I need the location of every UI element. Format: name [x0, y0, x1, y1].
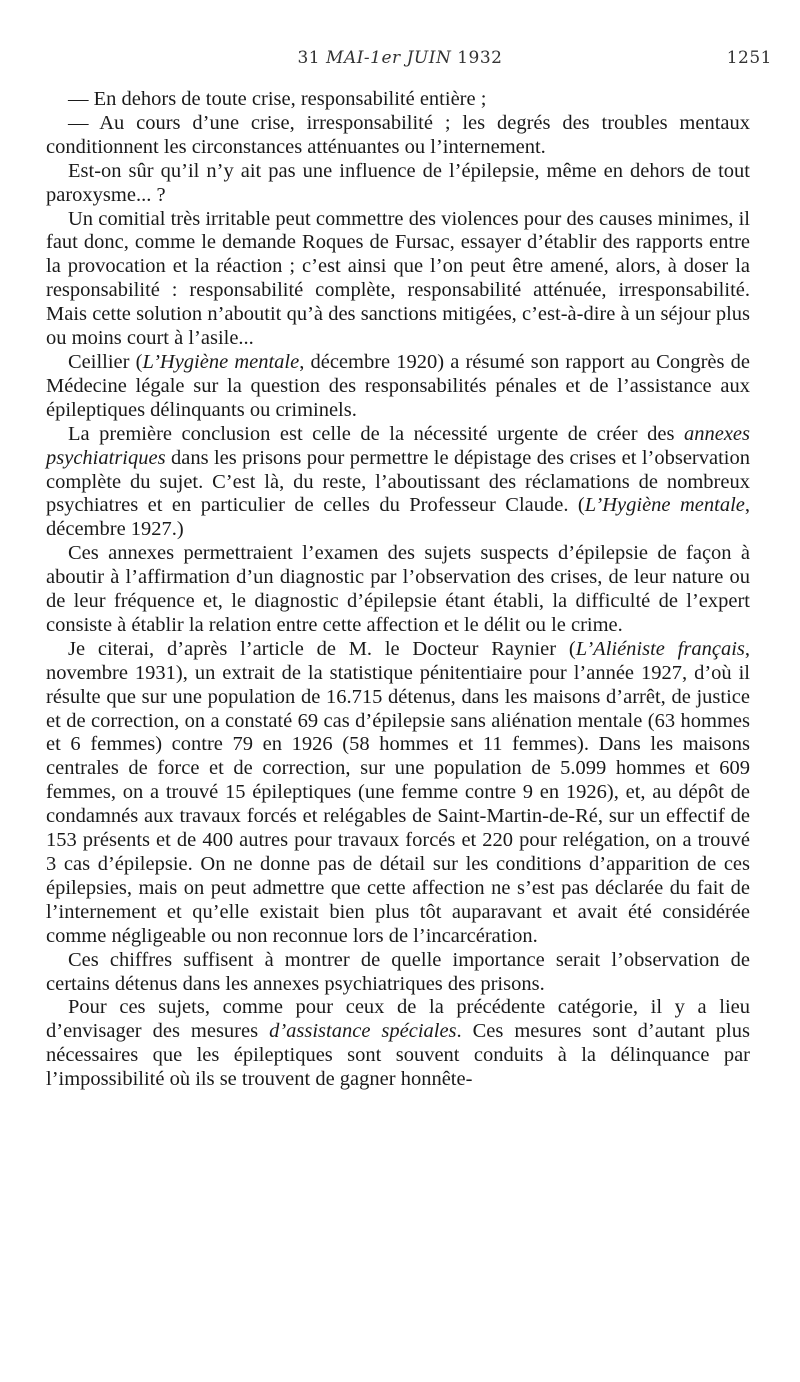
text-run: dans les prisons pour permettre le dépistage des crises et l’observation complète du sujet. C’est là, du reste, l’aboutissant des réclamations de nombreux psychiatres et en particulier de celles du Professeur Claude. ( — [46, 446, 750, 517]
paragraph — [46, 542, 750, 638]
paragraph — [46, 112, 750, 160]
text-run: Un comitial très irritable peut commettre des violences pour des causes minimes, il faut donc, comme le demande Roques de Fursac, essayer d’établir des rapports entre la provocation et la réaction ; c’est ainsi que l’on peut être amené, alors, à doser la responsabilité : responsabilité complète, responsabilité atténuée, irresponsabilité. Mais cette solution n’aboutit qu’à des sanctions mitigées, c’est-à-dire à un séjour plus ou moins court à l’asile... — [46, 207, 750, 350]
italic-citation: annexes psychiatriques — [46, 422, 750, 469]
text-run: Ces chiffres suffisent à montrer de quelle importance serait l’observation de certains détenus dans les annexes psychiatriques des prisons. — [46, 948, 750, 995]
issue-date: 31 MAI-1er JUIN 1932 — [297, 48, 503, 68]
italic-citation: d’assistance spéciales — [269, 1020, 457, 1043]
article-body — [46, 88, 750, 1092]
page-number: 1251 — [726, 48, 772, 68]
text-run: . Ces mesures sont d’autant plus nécessaires que les épileptiques sont souvent conduits à la délinquance par l’impossibilité où ils se trouvent de gagner honnête- — [46, 1020, 750, 1091]
text-run: , décembre 1927.) — [46, 494, 750, 541]
paragraph — [46, 88, 750, 112]
paragraph — [46, 949, 750, 997]
text-run: Pour ces sujets, comme pour ceux de la précédente catégorie, il y a lieu d’envisager des mesures — [46, 996, 750, 1043]
text-run: Ces annexes permettraient l’examen des sujets suspects d’épilepsie de façon à aboutir à l’affirmation d’un diagnostic par l’observation des crises, de leur nature ou de leur fréquence et, le diagnostic d’épilepsie étant établi, la difficulté de l’expert consiste à établir la relation entre cette affection et le délit ou le crime. — [46, 542, 750, 636]
text-run: Est-on sûr qu’il n’y ait pas une influence de l’épilepsie, même en dehors de tout paroxysme... ? — [46, 159, 750, 206]
paragraph — [46, 208, 750, 351]
text-run: Je citerai, d’après l’article de M. le Docteur Raynier ( — [68, 637, 576, 660]
text-run: , novembre 1931), un extrait de la statistique pénitentiaire pour l’année 1927, d’où il résulte que sur une population de 16.715 détenus, dans les maisons d’arrêt, de justice et de correction, on a constaté 69 cas d’épilepsie sans aliénation mentale (63 hommes et 6 femmes) contre 79 en 1926 (58 hommes et 11 femmes). Dans les maisons centrales de force et de correction, sur une population de 5.099 hommes et 609 femmes, on a trouvé 15 épileptiques (une femme contre 9 en 1926), et, au dépôt de condamnés aux travaux forcés et relégables de Saint-Martin-de-Ré, sur un effectif de 153 présents et de 400 autres pour travaux forcés et 220 pour relégation, on a trouvé 3 cas d’épilepsie. On ne donne pas de détail sur les conditions d’apparition de ces épilepsies, mais on peut admettre que cette affection ne s’est pas déclarée du fait de l’internement et qu’elle existait bien plus tôt auparavant et avait été considérée comme négligeable ou non reconnue lors de l’incarcération. — [46, 637, 750, 947]
running-header — [0, 44, 800, 74]
text-run: — Au cours d’une crise, irresponsabilité ; les degrés des troubles mentaux conditionnent les circonstances atténuantes ou l’internement. — [46, 111, 750, 158]
italic-citation: L’Hygiène mentale — [584, 494, 745, 517]
text-run: Ceillier ( — [68, 350, 143, 373]
text-run: — En dehors de toute crise, responsabilité entière ; — [68, 88, 487, 110]
italic-citation: L’Hygiène mentale — [142, 350, 300, 373]
paragraph — [46, 638, 750, 949]
paragraph — [46, 160, 750, 208]
italic-citation: L’Aliéniste français — [575, 637, 745, 660]
text-run: , décembre 1920) a résumé son rapport au Congrès de Médecine légale sur la question des responsabilités pénales et de l’assistance aux épileptiques délinquants ou criminels. — [46, 350, 750, 421]
paragraph — [46, 351, 750, 423]
paragraph — [46, 423, 750, 543]
paragraph — [46, 996, 750, 1092]
text-run: La première conclusion est celle de la nécessité urgente de créer des — [68, 422, 684, 445]
